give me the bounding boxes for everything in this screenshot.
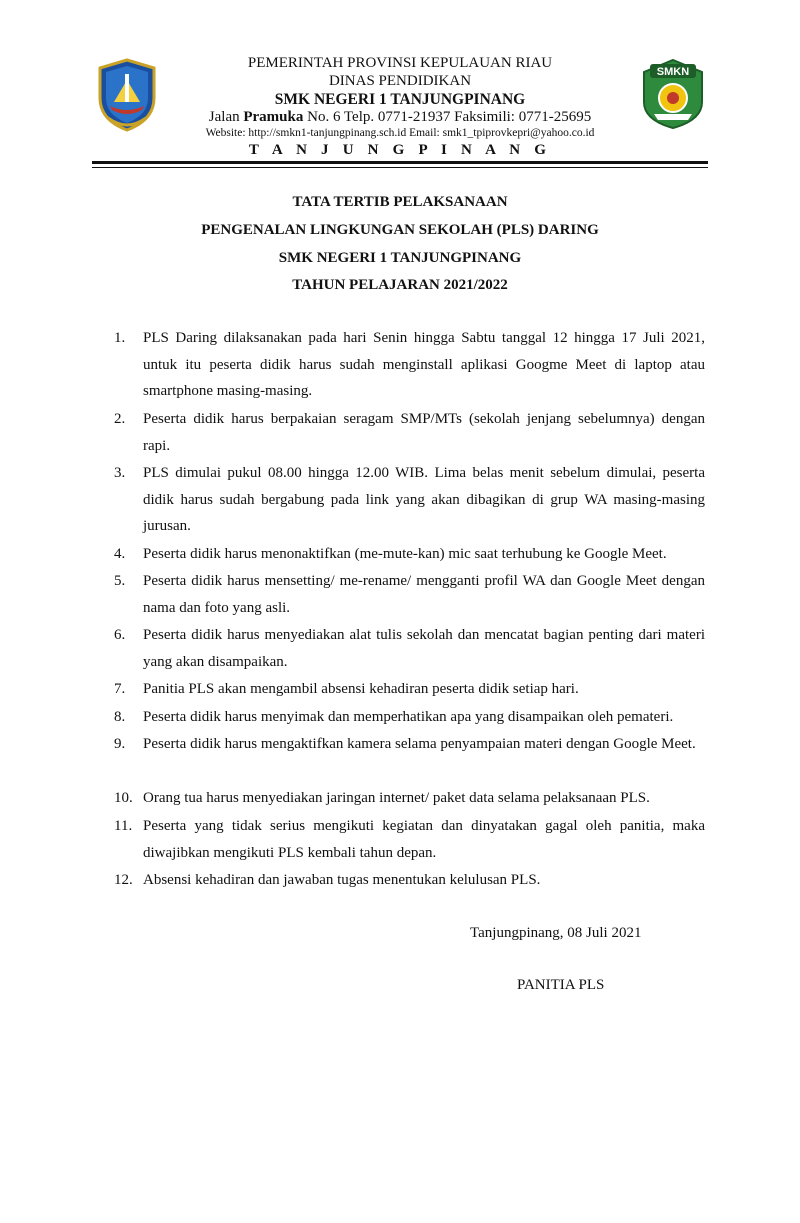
list-item-number: 1.: [114, 330, 126, 346]
letterhead-address: [160, 109, 640, 126]
address-street: Pramuka: [243, 109, 304, 125]
list-item-text: Peserta didik harus berpakaian seragam SMP/MTs (sekolah jenjang sebelumnya) dengan rapi.: [143, 411, 705, 454]
list-item-number: 6.: [114, 627, 126, 643]
smkn-school-logo: [640, 58, 706, 130]
list-item-number: 8.: [114, 709, 126, 725]
letterhead-city: T A N J U N G P I N A N G: [248, 142, 552, 158]
address-prefix: Jalan: [208, 109, 240, 125]
list-item-number: 3.: [114, 465, 126, 481]
list-item-text: Peserta didik harus menyediakan alat tulis sekolah dan mencatat bagian penting dari materi yang akan disampaikan.: [143, 627, 705, 670]
list-item-text: Orang tua harus menyediakan jaringan internet/ paket data selama pelaksanaan PLS.: [143, 790, 650, 806]
list-item-text: Peserta yang tidak serius mengikuti kegiatan dan dinyatakan gagal oleh panitia, maka diwajibkan mengikuti PLS kembali tahun depan.: [143, 818, 705, 861]
list-item-number: 11.: [114, 818, 133, 834]
letterhead-web-email: Website: http://smkn1-tanjungpinang.sch.id Email: smk1_tpiprovkepri@yahoo.co.id: [205, 127, 595, 139]
list-item-text: Peserta didik harus mensetting/ me-rename/ mengganti profil WA dan Google Meet dengan nama dan foto yang asli.: [143, 573, 705, 616]
province-emblem-logo: [96, 58, 158, 132]
smkn-logo-text: SMKN: [656, 66, 690, 78]
list-item-number: 12.: [114, 872, 133, 888]
list-item-text: Peserta didik harus menyimak dan memperhatikan apa yang disampaikan oleh pemateri.: [143, 709, 674, 725]
doc-title-line-4: TAHUN PELAJARAN 2021/2022: [292, 277, 508, 293]
letterhead-divider-thick: [92, 161, 708, 164]
list-item-text: Absensi kehadiran dan jawaban tugas menentukan kelulusan PLS.: [143, 872, 541, 888]
doc-title-line-2: PENGENALAN LINGKUNGAN SEKOLAH (PLS) DARING: [201, 222, 599, 238]
signature-name: PANITIA PLS: [517, 977, 605, 993]
doc-title-line-3: SMK NEGERI 1 TANJUNGPINANG: [278, 250, 522, 266]
letterhead-divider-thin: [92, 167, 708, 168]
address-phone-fax: No. 6 Telp. 0771-21937 Faksimili: 0771-25695: [307, 109, 592, 125]
letterhead-school-name: SMK NEGERI 1 TANJUNGPINANG: [274, 91, 526, 108]
list-item-number: 2.: [114, 411, 126, 427]
letterhead-department: DINAS PENDIDIKAN: [328, 73, 472, 89]
list-item-text: Panitia PLS akan mengambil absensi kehadiran peserta didik setiap hari.: [143, 681, 579, 697]
letterhead-government: PEMERINTAH PROVINSI KEPULAUAN RIAU: [247, 55, 553, 71]
list-item-text: PLS Daring dilaksanakan pada hari Senin hingga Sabtu tanggal 12 hingga 17 Juli 2021, untuk itu peserta didik harus sudah menginstall aplikasi Googme Meet di laptop atau smartphone masing-masing.: [143, 330, 705, 399]
list-item-text: PLS dimulai pukul 08.00 hingga 12.00 WIB. Lima belas menit sebelum dimulai, peserta didik harus sudah bergabung pada link yang akan dibagikan di grup WA masing-masing jurusan.: [143, 465, 705, 534]
list-item-number: 9.: [114, 736, 126, 752]
list-item-text: Peserta didik harus mengaktifkan kamera selama penyampaian materi dengan Google Meet.: [143, 736, 696, 752]
doc-title-line-1: TATA TERTIB PELAKSANAAN: [292, 194, 508, 210]
list-item-number: 7.: [114, 681, 126, 697]
list-item-text: Peserta didik harus menonaktifkan (me-mute-kan) mic saat terhubung ke Google Meet.: [143, 546, 667, 562]
list-item-number: 10.: [114, 790, 133, 806]
list-item-number: 4.: [114, 546, 126, 562]
signature-place-date: Tanjungpinang, 08 Juli 2021: [470, 925, 642, 941]
list-item-number: 5.: [114, 573, 126, 589]
